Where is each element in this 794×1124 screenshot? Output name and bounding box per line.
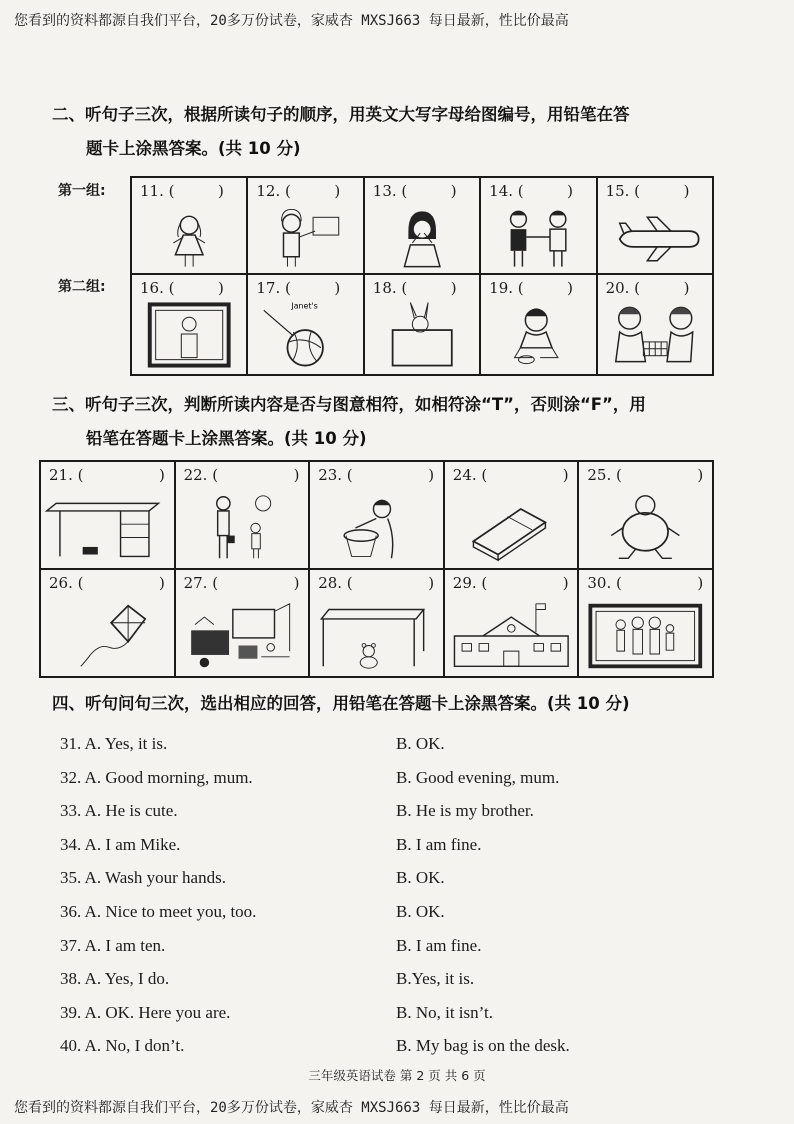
desk-picture <box>41 492 174 564</box>
picture-cell-29: 29. ( ) <box>444 569 579 677</box>
section4-heading: 四、听句问句三次，选出相应的回答，用铅笔在答题卡上涂黑答案。(共 10 分) <box>52 694 630 713</box>
teacher-picture <box>248 209 362 269</box>
group2-label: 第二组: <box>58 279 106 295</box>
question-number: 30. ( <box>587 574 622 592</box>
option-b: B. Good evening, mum. <box>396 767 560 787</box>
section2-heading <box>52 98 752 166</box>
framed-photo-picture <box>132 298 246 370</box>
family-photo-picture <box>579 600 712 672</box>
picture-cell-21: 21. ( ) <box>40 461 175 569</box>
woman-face-picture <box>365 209 479 269</box>
option-b: B. My bag is on the desk. <box>396 1036 570 1056</box>
girl-picture <box>132 209 246 269</box>
option-a: 33. A. He is cute. <box>60 801 178 821</box>
option-b: B. I am fine. <box>396 834 482 854</box>
page-footer: 三年级英语试卷 第 2 页 共 6 页 <box>308 1068 486 1083</box>
option-a: 36. A. Nice to meet you, too. <box>60 901 257 921</box>
question-row <box>60 734 760 768</box>
messy-room-picture <box>176 600 309 672</box>
top-banner: 您看到的资料都源自我们平台，20多万份试卷，家威杏 MXSJ663 每日最新，性比价最高 <box>14 13 569 29</box>
option-b: B. No, it isn’t. <box>396 1002 493 1022</box>
section3-heading <box>52 388 752 456</box>
rabbit-in-box-picture <box>365 298 479 370</box>
bottom-banner: 您看到的资料都源自我们平台，20多万份试卷，家威杏 MXSJ663 每日最新，性比价最高 <box>14 1100 569 1116</box>
question-row <box>60 936 760 970</box>
picture-cell-23: 23. ( ) <box>309 461 444 569</box>
question-number: 14. ( <box>489 182 524 200</box>
question-row <box>60 969 760 1003</box>
children-playing-chess-picture <box>598 298 712 370</box>
picture-cell-27: 27. ( ) <box>175 569 310 677</box>
round-person-picture <box>579 492 712 564</box>
picture-cell-14: 14. ( ) <box>480 177 596 274</box>
airplane-picture <box>598 209 712 269</box>
picture-cell-13: 13. ( ) <box>364 177 480 274</box>
handshake-picture <box>481 209 595 269</box>
boy-sitting-picture <box>481 298 595 370</box>
picture-cell-22: 22. ( ) <box>175 461 310 569</box>
option-a: 38. A. Yes, I do. <box>60 969 170 989</box>
boy-washing-picture <box>310 492 443 564</box>
picture-cell-15: 15. ( ) <box>597 177 713 274</box>
picture-cell-19: 19. ( ) <box>480 274 596 375</box>
question-number: 24. ( <box>452 466 488 484</box>
question-row <box>60 835 760 869</box>
ball-picture <box>248 298 362 370</box>
question-number: 28. ( <box>318 574 353 592</box>
option-b: B. OK. <box>396 868 445 888</box>
picture-cell-11: 11. ( ) <box>131 177 247 274</box>
section4-questions <box>60 734 760 1070</box>
picture-cell-16: 16. ( ) <box>131 274 247 375</box>
question-number: 13. ( <box>372 182 408 200</box>
option-a: 39. A. OK. Here you are. <box>60 1002 231 1022</box>
option-a: 34. A. I am Mike. <box>60 834 181 854</box>
question-number: 29. ( <box>452 574 488 592</box>
section3-line2: 铅笔在答题卡上涂黑答案。(共 10 分) <box>86 429 367 448</box>
group1-label: 第一组: <box>58 183 106 199</box>
question-number: 16. ( <box>140 279 175 297</box>
kite-picture <box>41 600 174 672</box>
section3-line1: 三、听句子三次，判断所读内容是否与图意相符，如相符涂“T”，否则涂“F”，用 <box>52 395 646 414</box>
ball-label: Janet's <box>291 301 319 311</box>
table-with-bear-picture <box>310 600 443 672</box>
option-a: 40. A. No, I don’t. <box>60 1036 185 1056</box>
option-a: 37. A. I am ten. <box>60 935 166 955</box>
question-number: 11. ( <box>140 182 175 200</box>
question-number: 18. ( <box>372 279 408 297</box>
question-number: 25. ( <box>587 466 622 484</box>
picture-cell-17: 17. ( ) Janet's <box>247 274 363 375</box>
school-building-picture <box>445 600 578 672</box>
question-number: 15. ( <box>605 182 641 200</box>
question-row <box>60 768 760 802</box>
question-number: 23. ( <box>318 466 353 484</box>
picture-cell-25: 25. ( ) <box>578 461 713 569</box>
picture-cell-30: 30. ( ) <box>578 569 713 677</box>
question-number: 20. ( <box>605 279 641 297</box>
question-row <box>60 1036 760 1070</box>
question-row <box>60 868 760 902</box>
picture-cell-18: 18. ( ) <box>364 274 480 375</box>
picture-cell-24: 24. ( ) <box>444 461 579 569</box>
option-b: B. He is my brother. <box>396 801 534 821</box>
question-number: 26. ( <box>49 574 84 592</box>
question-row <box>60 902 760 936</box>
section2-line1: 二、听句子三次，根据所读句子的顺序，用英文大写字母给图编号，用铅笔在答 <box>52 105 630 124</box>
option-a: 35. A. Wash your hands. <box>60 868 226 888</box>
option-b: B. I am fine. <box>396 935 482 955</box>
eraser-picture <box>445 492 578 564</box>
picture-cell-28: 28. ( ) <box>309 569 444 677</box>
picture-cell-12: 12. ( ) <box>247 177 363 274</box>
question-row <box>60 801 760 835</box>
option-a: 32. A. Good morning, mum. <box>60 767 253 787</box>
section2-picture-grid <box>130 176 714 376</box>
option-b: B. OK. <box>396 734 445 753</box>
question-number: 12. ( <box>256 182 291 200</box>
option-a: 31. A. Yes, it is. <box>60 734 168 753</box>
man-and-boy-picture <box>176 492 309 564</box>
picture-cell-26: 26. ( ) <box>40 569 175 677</box>
question-number: 21. ( <box>49 466 84 484</box>
question-number: 17. ( <box>256 279 291 297</box>
option-b: B.Yes, it is. <box>396 969 475 989</box>
question-number: 27. ( <box>183 574 219 592</box>
option-b: B. OK. <box>396 901 445 921</box>
question-row <box>60 1003 760 1037</box>
question-number: 19. ( <box>489 279 524 297</box>
section2-line2: 题卡上涂黑答案。(共 10 分) <box>86 139 301 158</box>
picture-cell-20: 20. ( ) <box>597 274 713 375</box>
question-number: 22. ( <box>183 466 219 484</box>
section3-picture-grid <box>39 460 714 678</box>
